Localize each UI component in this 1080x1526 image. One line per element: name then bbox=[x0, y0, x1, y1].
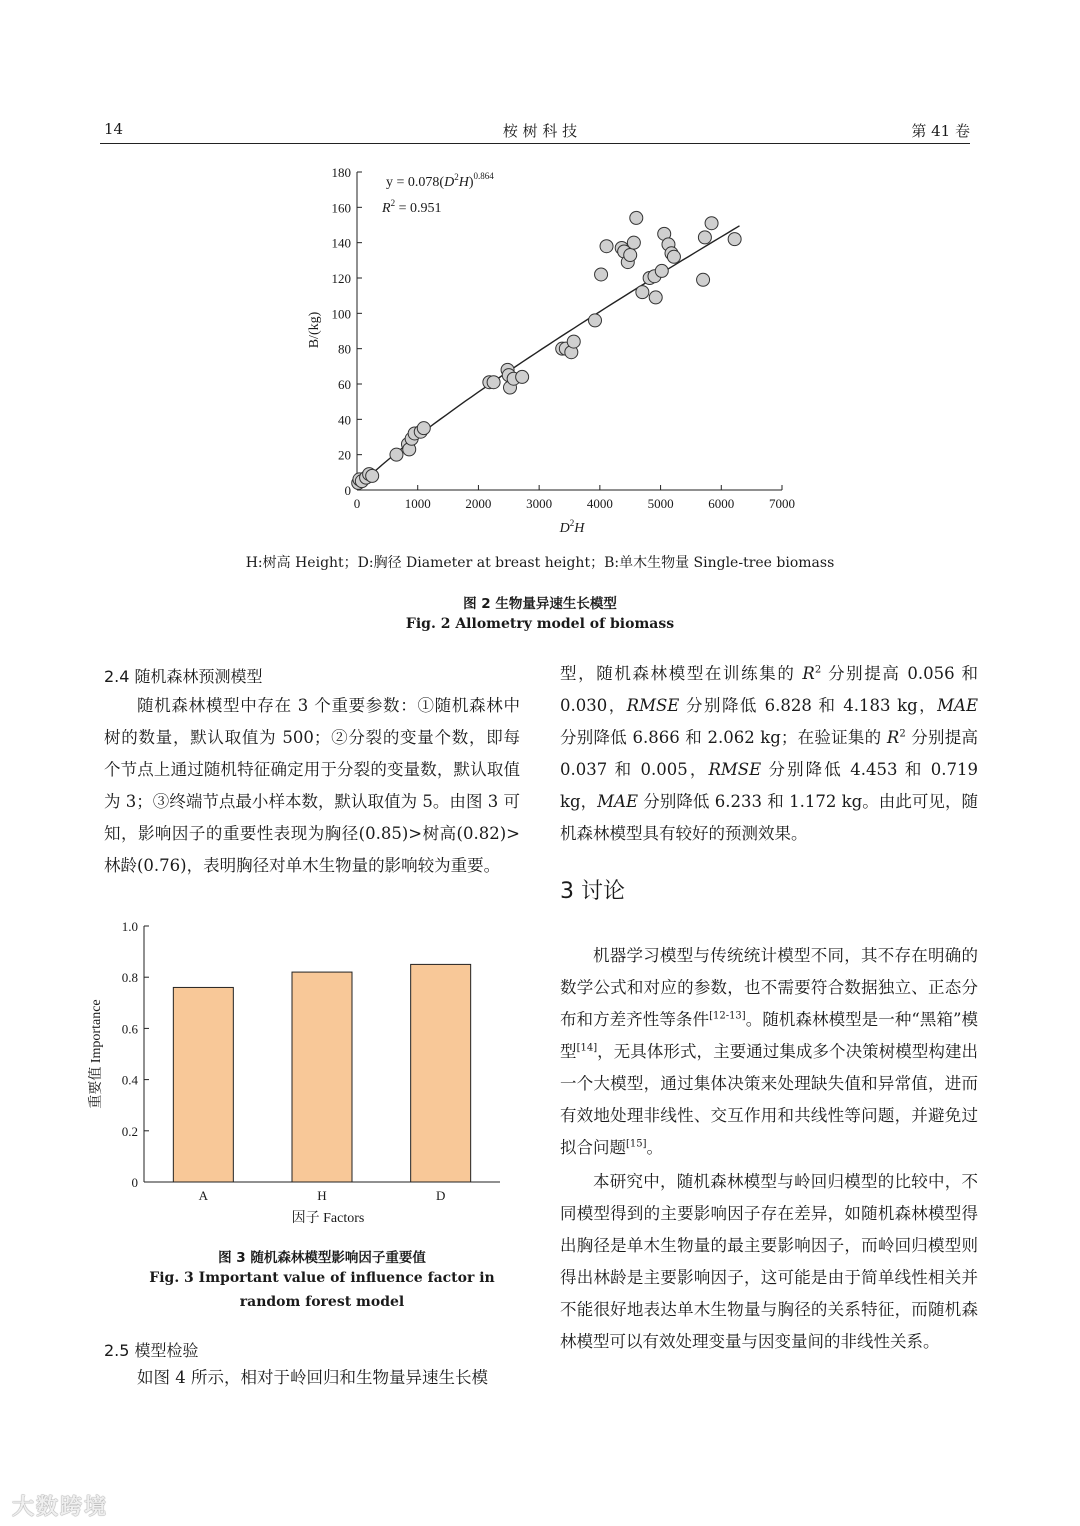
fig3-x-tick-label: A bbox=[198, 1188, 209, 1203]
fig2-caption-cn: 图 2 生物量异速生长模型 bbox=[463, 596, 617, 612]
fig3-bars bbox=[173, 964, 470, 1182]
fig2-data-point bbox=[516, 370, 529, 383]
fig2-points bbox=[352, 211, 741, 489]
section-3-heading: 3 讨论 bbox=[560, 879, 625, 904]
fig2-xlabel: $D^2H$ bbox=[559, 518, 585, 536]
fig2-data-point bbox=[630, 211, 643, 224]
fig2-x-tick-label: 0 bbox=[353, 496, 361, 511]
fig3-caption-en-line2: random forest model bbox=[239, 1294, 405, 1310]
fig2-ylabel: B/(kg) bbox=[307, 311, 322, 349]
fig3-y-tick-label: 0.6 bbox=[121, 1021, 138, 1037]
fig3-bar bbox=[411, 964, 471, 1182]
fig3-ylabel: 重要值 Importance bbox=[89, 999, 104, 1109]
fig2-data-point bbox=[567, 335, 580, 348]
fig2-data-point bbox=[589, 314, 602, 327]
fig2-data-point bbox=[728, 233, 741, 246]
fig3-x-tick-label: H bbox=[317, 1188, 327, 1203]
fig2-x-tick-label: 6000 bbox=[708, 496, 735, 511]
section-2-4-heading: 2.4 随机森林预测模型 bbox=[104, 667, 263, 686]
volume-label: 第 41 卷 bbox=[911, 122, 970, 140]
fig2-r2: $R^2 = 0.951$ bbox=[382, 198, 442, 216]
fig3-bar bbox=[173, 987, 233, 1182]
fig2-data-point bbox=[655, 264, 668, 277]
fig3-y-tick-label: 0.2 bbox=[121, 1123, 138, 1139]
fig2-data-point bbox=[366, 469, 379, 482]
fig2-y-tick-label: 80 bbox=[338, 341, 351, 357]
fig3-caption-en-line1: Fig. 3 Important value of influence factor in bbox=[149, 1270, 495, 1286]
fig2-x-tick-label: 4000 bbox=[586, 496, 613, 511]
fig2-data-point bbox=[636, 286, 649, 299]
fig2-data-point bbox=[705, 217, 718, 230]
fig2-note: H:树高 Height；D:胸径 Diameter at breast height；B:单木生物量 Single-tree biomass bbox=[245, 555, 835, 571]
fig2-data-point bbox=[624, 249, 637, 262]
fig2-data-point bbox=[417, 422, 430, 435]
fig2-scatter-chart bbox=[290, 160, 810, 540]
fig2-data-point bbox=[600, 240, 613, 253]
fig3-x-tick-label: D bbox=[435, 1188, 446, 1203]
fig2-y-tick-label: 140 bbox=[331, 235, 351, 251]
fig2-y-tick-label: 180 bbox=[331, 165, 351, 180]
fig3-bar bbox=[292, 972, 352, 1182]
fig3-bar-chart bbox=[80, 912, 540, 1230]
fig3-xlabel: 因子 Factors bbox=[291, 1211, 365, 1226]
fig2-y-tick-label: 100 bbox=[331, 306, 351, 322]
results-paragraph: 型，随机森林模型在训练集的 $R^2$ 分别提高 0.056 和 0.030，RMSE 分别降低 6.828 和 4.183 kg，MAE 分别降低 6.866 和 2.062 kg；在验证集的 $R^2$ 分别提高 0.037 和 0.005，RMSE 分别降低 4.453 和 0.719 kg，MAE 分别降低 6.233 和 1.172 kg。由此可见，随机森林模型具有较好的预测效果。 bbox=[560, 664, 978, 843]
fig2-x-tick-label: 7000 bbox=[769, 496, 795, 511]
fig2-caption-en: Fig. 2 Allometry model of biomass bbox=[405, 616, 675, 632]
fig2-formula: $y = 0.078(D^2H)^{0.864}$ bbox=[386, 171, 494, 190]
fig2-data-point bbox=[698, 231, 711, 244]
fig2-x-tick-label: 2000 bbox=[465, 496, 492, 511]
section-2-5-heading: 2.5 模型检验 bbox=[104, 1341, 199, 1360]
fig2-y-tick-label: 0 bbox=[344, 483, 351, 498]
discussion-paragraph-1: 机器学习模型与传统统计模型不同，其不存在明确的数学公式和对应的参数，也不需要符合数据独立、正态分布和方差齐性等条件[12-13]。随机森林模型是一种“黑箱”模型[14]，无具体形式，主要通过集成多个决策树模型构建出一个大模型，通过集体决策来处理缺失值和异常值，进而有效地处理非线性、交互作用和共线性等问题，并避免过拟合问题[15]。 bbox=[560, 946, 979, 1157]
fig2-data-point bbox=[697, 273, 710, 286]
section-2-5-paragraph: 如图 4 所示，相对于岭回归和生物量异速生长模 bbox=[137, 1368, 488, 1387]
fig2-data-point bbox=[649, 291, 662, 304]
header-rule bbox=[100, 143, 970, 144]
page-number: 14 bbox=[104, 120, 124, 138]
fig3-caption-cn: 图 3 随机森林模型影响因子重要值 bbox=[218, 1250, 426, 1266]
fig2-data-point bbox=[667, 250, 680, 263]
fig2-y-tick-label: 20 bbox=[338, 447, 351, 463]
watermark: 大数跨境 bbox=[12, 1495, 109, 1520]
fig2-data-point bbox=[595, 268, 608, 281]
fig3-y-tick-label: 0.4 bbox=[121, 1072, 138, 1088]
fig2-y-tick-label: 60 bbox=[338, 377, 351, 392]
fig2-y-tick-label: 120 bbox=[331, 271, 351, 286]
section-2-4-paragraph: 随机森林模型中存在 3 个重要参数：①随机森林中树的数量，默认取值为 500；②分裂的变量个数，即每个节点上通过随机特征确定用于分裂的变量数，默认取值为 3；③终端节点最小样本数，默认取值为 5。由图 3 可知，影响因子的重要性表现为胸径(0.85)>树高(0.82)>林龄(0.76)，表明胸径对单木生物量的影响较为重要。 bbox=[104, 696, 520, 875]
journal-title: 桉 树 科 技 bbox=[502, 122, 578, 140]
fig2-y-tick-label: 160 bbox=[331, 200, 351, 216]
fig2-y-tick-label: 40 bbox=[338, 412, 351, 428]
fig2-x-tick-label: 3000 bbox=[526, 496, 553, 511]
fig2-data-point bbox=[627, 236, 640, 249]
fig3-y-tick-label: 1.0 bbox=[121, 919, 138, 934]
fig2-x-tick-label: 1000 bbox=[404, 496, 431, 511]
fig2-x-tick-label: 5000 bbox=[647, 496, 674, 511]
discussion-paragraph-2: 本研究中，随机森林模型与岭回归模型的比较中，不同模型得到的主要影响因子存在差异，如随机森林模型得出胸径是单木生物量的最主要影响因子，而岭回归模型则得出林龄是主要影响因子，这可能是由于简单线性相关并不能很好地表达单木生物量与胸径的关系特征，而随机森林模型可以有效处理变量与因变量间的非线性关系。 bbox=[560, 1172, 978, 1351]
fig2-data-point bbox=[487, 376, 500, 389]
fig3-y-tick-label: 0.8 bbox=[121, 970, 138, 986]
fig3-y-tick-label: 0 bbox=[131, 1175, 138, 1190]
fig2-data-point bbox=[390, 448, 403, 461]
